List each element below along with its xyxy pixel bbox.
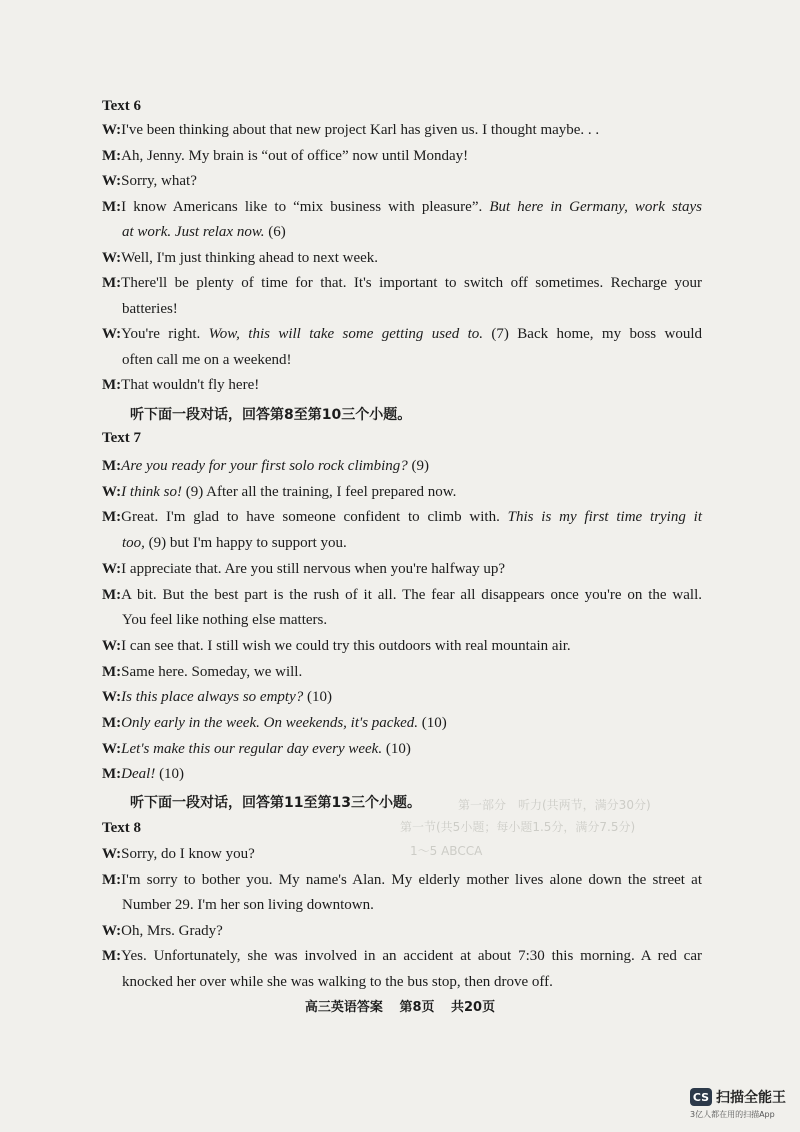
answer-clue-italic: This is my first time trying it xyxy=(507,509,702,526)
line-text-tail: (10) xyxy=(418,715,447,731)
line-text: I've been thinking about that new project Karl has given us. I thought maybe. . . xyxy=(121,122,600,138)
speaker-label: W: xyxy=(102,846,122,862)
dialogue-line xyxy=(102,636,702,656)
text6-heading: Text 6 xyxy=(102,98,142,114)
line-text: Number 29. I'm her son living downtown. xyxy=(122,897,374,913)
dialogue-line xyxy=(122,533,702,553)
dialogue-line xyxy=(102,482,702,502)
speaker-label: M: xyxy=(102,871,122,888)
dialogue-line xyxy=(102,764,702,784)
line-text: Oh, Mrs. Grady? xyxy=(121,922,223,939)
speaker-label: M: xyxy=(102,458,122,474)
dialogue-line xyxy=(102,946,702,966)
line-text: Ah, Jenny. My brain is “out of office” now until Monday! xyxy=(121,147,469,164)
line-text: I'm sorry to bother you. My name's Alan. My elderly mother lives alone down the street at xyxy=(121,871,702,888)
dialogue-line xyxy=(122,972,702,992)
answer-clue-italic: Is this place always so empty? xyxy=(121,689,304,706)
answer-clue-italic: Only early in the week. On weekends, it's packed. xyxy=(121,715,419,731)
line-text-tail: (9) but I'm happy to support you. xyxy=(144,535,347,552)
speaker-label: W: xyxy=(102,637,122,654)
line-text: You're right. xyxy=(121,326,209,342)
line-text: There'll be plenty of time for that. It's important to switch off sometimes. Recharge your xyxy=(121,275,702,291)
dialogue-line xyxy=(122,610,702,630)
line-text: batteries! xyxy=(122,300,178,317)
line-text: A bit. But the best part is the rush of it all. The fear all disappears once you're on the wall. xyxy=(121,586,702,603)
dialogue-line xyxy=(122,350,702,370)
dialogue-line xyxy=(102,844,702,864)
dialogue-line xyxy=(122,222,702,242)
line-text: I can see that. I still wish we could try this outdoors with real mountain air. xyxy=(121,637,571,654)
speaker-label: W: xyxy=(102,740,122,757)
instruction-text7: 听下面一段对话，回答第8至第10三个小题。 xyxy=(130,407,412,423)
answer-clue-italic: too, xyxy=(122,535,145,552)
line-text: That wouldn't fly here! xyxy=(121,377,260,393)
answer-clue-italic: I think so! xyxy=(121,483,182,500)
dialogue-line xyxy=(102,585,702,605)
speaker-label: M: xyxy=(102,377,122,393)
line-text-tail: (9) xyxy=(407,458,430,474)
speaker-label: W: xyxy=(102,122,122,138)
bleed-through-answers: 1～5 ABCCA xyxy=(410,844,483,858)
line-text: Same here. Someday, we will. xyxy=(121,663,303,680)
bleed-through-subheading: 第一节(共5小题；每小题1.5分，满分7.5分) xyxy=(400,820,636,834)
camscanner-logo-icon: CS xyxy=(690,1088,712,1106)
footer-subject: 高三英语答案 xyxy=(304,1000,383,1015)
dialogue-line xyxy=(102,273,702,293)
dialogue-line xyxy=(102,713,702,733)
dialogue-line xyxy=(102,248,702,268)
line-text-tail: (6) xyxy=(264,224,286,240)
footer-page-number: 第8页 xyxy=(399,1000,435,1015)
dialogue-line xyxy=(102,146,702,166)
dialogue-line xyxy=(102,870,702,890)
dialogue-line xyxy=(102,375,702,395)
watermark-app-name: 扫描全能王 xyxy=(716,1090,786,1106)
speaker-label: M: xyxy=(102,715,122,731)
speaker-label: M: xyxy=(102,147,122,164)
answer-clue-italic: at work. Just relax now. xyxy=(122,224,265,240)
speaker-label: M: xyxy=(102,766,122,783)
line-text: You feel like nothing else matters. xyxy=(122,612,328,629)
line-text: often call me on a weekend! xyxy=(122,351,292,368)
line-text: Yes. Unfortunately, she was involved in an accident at about 7:30 this morning. A red car xyxy=(121,948,702,964)
speaker-label: M: xyxy=(102,663,122,680)
dialogue-line xyxy=(102,559,702,579)
dialogue-line xyxy=(102,687,702,707)
line-text: I know Americans like to “mix business with pleasure”. xyxy=(121,198,490,215)
line-text: I appreciate that. Are you still nervous when you're halfway up? xyxy=(121,560,505,577)
speaker-label: W: xyxy=(102,326,122,342)
answer-clue-italic: Let's make this our regular day every week. xyxy=(121,740,383,757)
speaker-label: W: xyxy=(102,249,122,266)
dialogue-line xyxy=(122,299,702,319)
speaker-label: M: xyxy=(102,509,122,526)
text7-heading: Text 7 xyxy=(102,430,142,446)
text8-heading: Text 8 xyxy=(102,820,142,836)
dialogue-line xyxy=(102,456,702,476)
dialogue-line xyxy=(102,120,702,140)
watermark-tagline: 3亿人都在用的扫描App xyxy=(690,1110,775,1119)
dialogue-line xyxy=(102,662,702,682)
dialogue-line xyxy=(102,197,702,217)
speaker-label: M: xyxy=(102,275,122,291)
line-text: Sorry, what? xyxy=(121,173,197,189)
dialogue-line xyxy=(122,895,702,915)
line-text-tail: (9) After all the training, I feel prepared now. xyxy=(182,483,457,500)
dialogue-line xyxy=(102,324,702,344)
dialogue-line xyxy=(102,171,702,191)
instruction-text8: 听下面一段对话，回答第11至第13三个小题。 xyxy=(130,795,421,811)
speaker-label: W: xyxy=(102,689,122,706)
scanner-watermark xyxy=(690,1087,786,1120)
line-text-tail: (7) Back home, my boss would xyxy=(483,326,702,342)
speaker-label: M: xyxy=(102,198,122,215)
speaker-label: W: xyxy=(102,173,122,189)
line-text: Sorry, do I know you? xyxy=(121,846,255,862)
bleed-through-heading: 第一部分 听力(共两节，满分30分) xyxy=(458,798,651,812)
dialogue-line xyxy=(102,739,702,759)
line-text: knocked her over while she was walking to the bus stop, then drove off. xyxy=(122,973,553,990)
answer-clue-italic: But here in Germany, work stays xyxy=(489,198,702,215)
speaker-label: M: xyxy=(102,586,122,603)
speaker-label: W: xyxy=(102,922,122,939)
dialogue-line xyxy=(102,921,702,941)
page-footer xyxy=(0,996,800,1015)
answer-clue-italic: Wow, this will take some getting used to. xyxy=(208,326,484,342)
answer-clue-italic: Deal! xyxy=(121,766,156,783)
speaker-label: W: xyxy=(102,560,122,577)
line-text: Great. I'm glad to have someone confident to climb with. xyxy=(121,509,508,526)
line-text-tail: (10) xyxy=(303,689,332,706)
footer-total-pages: 共20页 xyxy=(451,1000,496,1015)
speaker-label: M: xyxy=(102,948,122,964)
line-text-tail: (10) xyxy=(382,740,411,757)
speaker-label: W: xyxy=(102,483,122,500)
line-text: Well, I'm just thinking ahead to next week. xyxy=(121,249,379,266)
answer-clue-italic: Are you ready for your first solo rock climbing? xyxy=(121,458,408,474)
line-text-tail: (10) xyxy=(155,766,185,783)
dialogue-line xyxy=(102,507,702,527)
